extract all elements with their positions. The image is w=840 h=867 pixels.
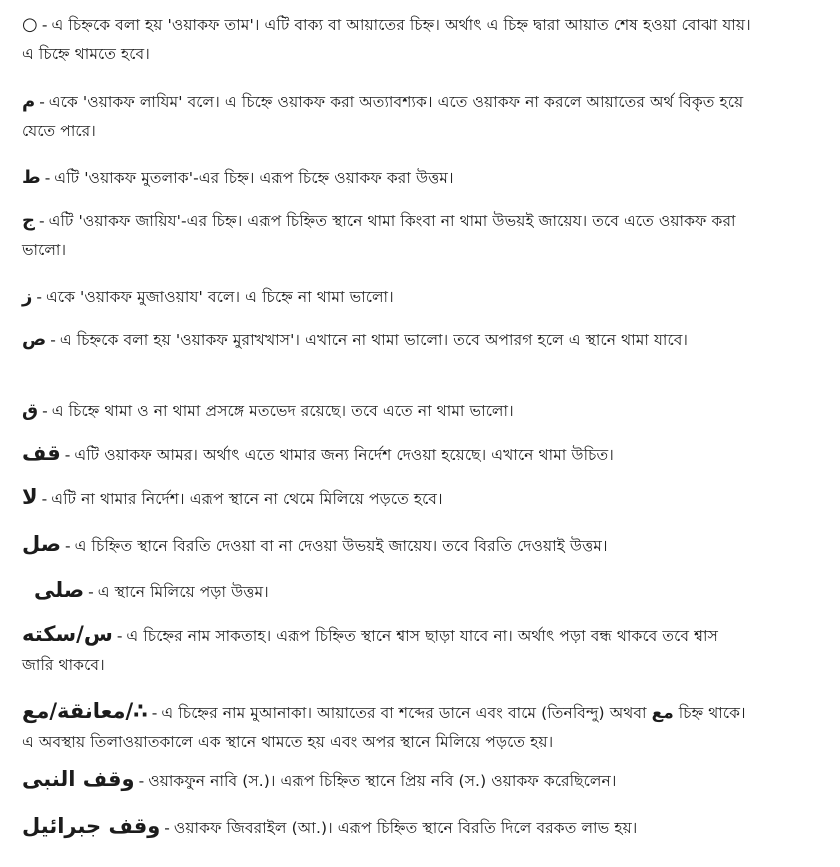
waqf-symbol: لا (22, 485, 38, 509)
entry-waqf-jaiz (22, 206, 752, 265)
waqf-symbol: ○ (22, 14, 38, 35)
separator: - (151, 704, 158, 722)
inline-waqf-symbol: مع (651, 703, 674, 723)
entry-waqf-mujawwaz (22, 282, 752, 312)
entry-text: এ চিহ্নকে বলা হয় 'ওয়াকফ মুরাখখাস'। এখানে না থামা ভালো। তবে অপারগ হলে এ স্থানে থামা যাবে। (59, 331, 689, 349)
entry-text: এটি না থামার নির্দেশ। এরূপ স্থানে না থেমে মিলিয়ে পড়তে হবে। (51, 490, 443, 508)
entry-text: ওয়াকফুন নাবি (স.)। এরূপ চিহ্নিত স্থানে প্রিয় নবি (স.) ওয়াকফ করেছিলেন। (148, 772, 617, 790)
separator: - (41, 490, 48, 508)
waqf-symbol: ز (22, 286, 33, 307)
entry-saktah (22, 620, 752, 680)
separator: - (36, 288, 42, 306)
separator: - (164, 819, 170, 837)
separator: - (38, 212, 45, 230)
separator: - (44, 169, 51, 187)
separator: - (50, 331, 56, 349)
entry-text: এটি ওয়াকফ আমর। অর্থাৎ এতে থামার জন্য নির্দেশ দেওয়া হয়েছে। এখানে থামা উচিত। (74, 446, 614, 464)
separator: - (65, 537, 71, 555)
entry-text: এ চিহ্নে থামা ও না থামা প্রসঙ্গে মতভেদ রয়েছে। তবে এতে না থামা ভালো। (51, 402, 514, 420)
waqf-symbol: ص (22, 329, 47, 350)
entry-text: এ চিহ্নের নাম সাকতাহ। এরূপ চিহ্নিত স্থানে শ্বাস ছাড়া যাবে না। অর্থাৎ পড়া বন্ধ থাকবে তবে শ্বাস জারি থাকবে। (22, 627, 718, 674)
separator: - (41, 16, 48, 34)
waqf-symbol: م (22, 91, 36, 112)
entry-text-continued: চিহ্ন থাকে। এ অবস্থায় তিলাওয়াতকালে এক স্থানে থামতে হয় এবং অপর স্থানে মিলিয়ে পড়তে হয়। (22, 704, 746, 751)
entry-waqf-taam (22, 10, 752, 69)
entry-text: এটি 'ওয়াকফ জায়িয'-এর চিহ্ন। এরূপ চিহ্নিত স্থানে থামা কিংবা না থামা উভয়ই জায়েয। তবে এতে ওয়াকফ করা ভালো। (22, 212, 736, 259)
entry-text: একে 'ওয়াকফ মুজাওয়ায' বলে। এ চিহ্নে না থামা ভালো। (45, 288, 394, 306)
entry-waqf-mutlaq (22, 163, 752, 193)
entry-la (22, 483, 752, 514)
separator: - (39, 93, 45, 111)
waqf-symbol: ط (22, 167, 41, 188)
waqf-symbol: ج (22, 210, 35, 231)
entry-sil (22, 530, 752, 561)
entry-muanaqa (22, 697, 752, 757)
waqf-symbol: وقف النبى (22, 767, 135, 791)
entry-waqf-jibrail (22, 812, 752, 843)
waqf-symbol: وقف جبرائيل (22, 814, 161, 838)
entry-text: এ চিহ্নের নাম মুআনাকা। আয়াতের বা শব্দের ডানে এবং বামে (তিনবিন্দু) অথবা (161, 704, 647, 722)
separator: - (64, 446, 71, 464)
entry-sala (34, 576, 764, 607)
waqf-symbol: س/سكته (22, 622, 113, 646)
entry-waqf-lazim (22, 87, 752, 146)
waqf-symbol: صلى (34, 578, 85, 602)
separator: - (88, 583, 94, 601)
entry-qif (22, 439, 752, 470)
entry-text: ওয়াকফ জিবরাইল (আ.)। এরূপ চিহ্নিত স্থানে বিরতি দিলে বরকত লাভ হয়। (173, 819, 638, 837)
entry-qila (22, 396, 752, 426)
entry-text: একে 'ওয়াকফ লাযিম' বলে। এ চিহ্নে ওয়াকফ করা অত্যাবশ্যক। এতে ওয়াকফ না করলে আয়াতের অর্থ বিকৃত হয়ে যেতে পারে। (22, 93, 744, 140)
entry-waqf-murakhkhas (22, 325, 752, 355)
waqf-symbol: قف (22, 441, 61, 465)
separator: - (116, 627, 123, 645)
entry-text: এ চিহ্নিত স্থানে বিরতি দেওয়া বা না দেওয়া উভয়ই জায়েয। তবে বিরতি দেওয়াই উত্তম। (74, 537, 608, 555)
separator: - (42, 402, 48, 420)
separator: - (138, 772, 145, 790)
entry-text: এ স্থানে মিলিয়ে পড়া উত্তম। (97, 583, 269, 601)
entry-text: এটি 'ওয়াকফ মুতলাক'-এর চিহ্ন। এরূপ চিহ্নে ওয়াকফ করা উত্তম। (54, 169, 454, 187)
entry-waqf-nabi (22, 765, 752, 796)
waqf-symbol: معانقة/مع/∴ (22, 699, 148, 723)
waqf-symbol: صل (22, 532, 62, 556)
waqf-symbol: ق (22, 400, 39, 421)
entry-text: এ চিহ্নকে বলা হয় 'ওয়াকফ তাম'। এটি বাক্য বা আয়াতের চিহ্ন। অর্থাৎ এ চিহ্ন দ্বারা আয়াত শেষ হওয়া বোঝা যায়। এ চিহ্নে থামতে হবে। (22, 16, 751, 63)
